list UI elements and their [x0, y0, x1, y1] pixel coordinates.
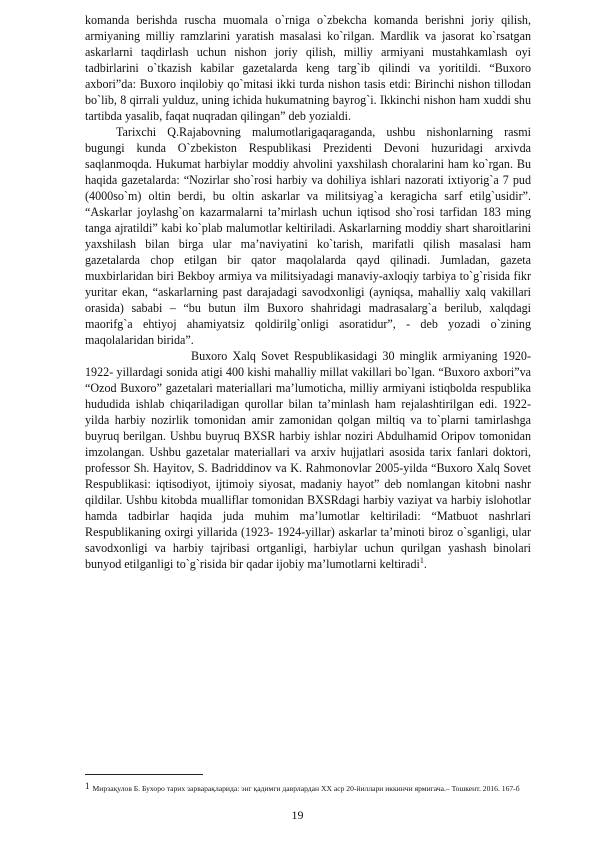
footnote-marker: 1	[85, 781, 90, 791]
footnote	[85, 781, 531, 795]
page-number: 19	[291, 808, 304, 822]
paragraph-2: Tarixchi Q.Rajabovning malumotlarigaqaraganda, ushbu nishonlarning rasmi bugungi kunda O`zbekiston Respublikasi Prezidenti Devoni huzuridagi arxivda saqlanmoqda. Hukumat harbiylar moddiy ahvolini yaxshilash choralarini ham ko`rgan. Bu haqida gazetalarda: “Nozirlar sho`rosi harbiy va dohiliya ishlari nazorati ixtiyorig`a 7 pud (4000so`m) oltin berdi, bu oltin askarlar va militsiyag`a keragicha sarf etilg`usidir”. “Askarlar joylashg`on kazarmalarni ta’mirlash uchun iqtisod sho`rosi tarfidan 183 ming tanga ajratildi” kabi ko`plab malumotlar keltiriladi. Askarlarning moddiy shart sharoitlarini yaxshilash bilan birga ular ma’naviyatini ko`tarish, marifatli qilish masalasi ham gazetalarda chop etilgan bir qator maqolalarda qayd qilinadi. Jumladan, gazeta muxbirlaridan biri Bekboy armiya va militsiyadagi manaviy-axloqiy tarbiya to`g`risida fikr yuritar ekan, “askarlarning past darajadagi savodxonligi (ayniqsa, mahalliy xalq vakillari orasida) sababi – “bu butun ilm Buxoro shahridagi madrasalarg`a berilub, xalqdagi maorifg`a ehtiyoj ahamiyatsiz qoldirilg`onligi asoratidur”, - deb yozadi o`zining maqolalaridan birida”.	[85, 125, 531, 347]
paragraph-1: komanda berishda ruscha muomala o`rniga o`zbekcha komanda berishni joriy qilish, armiyaning milliy ramzlarini yaratish masalasi ko`rilgan. Mardlik va jasorat ko`rsatgan askarlarni taqdirlash uchun nishon joriy qilish, milliy armiyani mustahkamlash oyi tadbirlarini o`tkazish kabilar gazetalarda keng targ`ib qilindi va yoritildi. “Buxoro axbori”da: Buxoro inqilobiy qo`mitasi ikki turda nishon tasis etdi: Birinchi nishon tillodan bo`lib, 8 qirrali yulduz, uning ichida hukumatning bayrog`i. Ikkinchi nishon ham xuddi shu tartibda yasalib, faqat nuqradan qilingan” deb yozialdi.	[85, 13, 531, 123]
footnote-separator	[85, 774, 203, 775]
footnote-text: Мирзақулов Б. Бухоро тарих зарварақларида: энг қадимги даврлардан ХХ аср 20-йиллари иккинчи ярмигача.– Тошкент. 2016. 167-б	[92, 784, 520, 793]
paragraph-3-end: .	[423, 557, 427, 571]
paragraph-3-text: Buxoro Xalq Sovet Respublikasidagi 30 minglik armiyaning 1920-1922- yillardagi sonida atigi 400 kishi mahalliy millat vakillari bo`lgan. “Buxoro axbori”va “Ozod Buxoro” gazetalari materiallari ma’lumoticha, milliy armiyani istiqbolda respublika hududida ishlab chiqariladigan qurollar bilan ta’minlash ham rejalashtirilgan edi. 1922-yilda harbiy nozirlik tomonidan amir zamonidan qolgan miltiq va to`plarni tamirlashga buyruq berilgan. Ushbu buyruq BXSR harbiy ishlar noziri Abdulhamid Oripov tomonidan imzolangan. Ushbu gazetalar materiallari va arxiv hujjatlari asosida tarix fanlari doktori, professor Sh. Hayitov, S. Badriddinov va K. Rahmonovlar 2005-yilda “Buxoro Xalq Sovet Respublikasi: iqtisodiyot, ijtimoiy siyosat, madaniy hayot” deb nomlangan kitobni nashr qildilar. Ushbu kitobda mualliflar tomonidan BXSRdagi harbiy vaziyat va harbiy islohotlar hamda tadbirlar haqida juda muhim ma’lumotlar keltiriladi: “Matbuot nashrlari Respublikaning oxirgi yillarida (1923- 1924-yillar) askarlar ta’minoti biroz o`sganligi, ular savodxonligi va harbiy tajribasi ortganligi, harbiylar uchun qurilgan yashash binolari bunyod etilganligi to`g`risida bir qadar ijobiy ma’lumotlarni keltiradi	[85, 349, 531, 571]
paragraph-3	[85, 348, 531, 572]
footnote-reference: 1	[419, 555, 424, 565]
document-body	[85, 12, 531, 572]
